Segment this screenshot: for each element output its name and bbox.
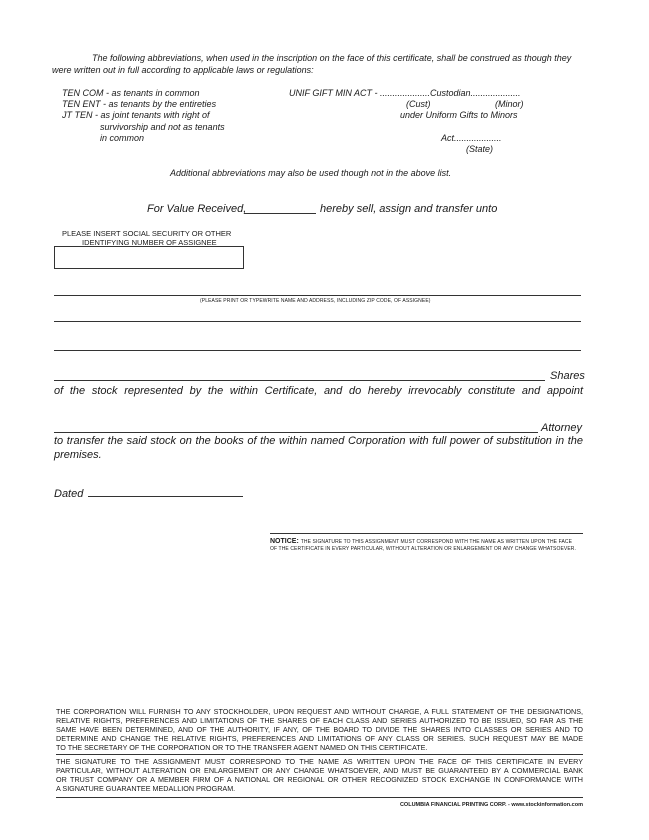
abbr-jt-ten-2: survivorship and not as tenants — [100, 122, 225, 132]
dated-blank-line[interactable] — [88, 496, 243, 497]
shares-label: Shares — [550, 370, 585, 382]
intro-line-2: were written out in full according to applicable laws or regulations: — [52, 65, 314, 75]
ssn-label-line-1: PLEASE INSERT SOCIAL SECURITY OR OTHER — [62, 229, 232, 238]
footer1-line-5: TO THE SECRETARY OF THE CORPORATION OR TO THE TRANSFER AGENT NAMED ON THIS CERTIFICATE. — [56, 743, 428, 752]
notice-text-1: THE SIGNATURE TO THIS ASSIGNMENT MUST CORRESPOND WITH THE NAME AS WRITTEN UPON THE FACE — [300, 539, 573, 545]
printer-credit: COLUMBIA FINANCIAL PRINTING CORP. - www.stockinformation.com — [399, 802, 583, 808]
abbr-state: (State) — [466, 144, 494, 154]
signature-line[interactable] — [270, 533, 583, 534]
notice-text-2: OF THE CERTIFICATE IN EVERY PARTICULAR, WITHOUT ALTERATION OR ENLARGEMENT OR ANY CHANGE WHATSOEVER. — [270, 546, 576, 552]
footer1-line-4: DETERMINE AND CHANGE THE RELATIVE RIGHTS, PREFERENCES AND LIMITATIONS OF ANY CLASS OR SERIES. SUCH REQUEST MAY BE MADE — [56, 734, 583, 743]
assignee-name-line[interactable] — [54, 295, 581, 296]
bottom-rule — [56, 797, 583, 798]
abbr-act: Act................... — [441, 133, 502, 143]
shares-text: of the stock represented by the within Certificate, and do hereby irrevocably constitute and appoint — [54, 385, 583, 397]
abbr-minor: (Minor) — [495, 99, 524, 109]
attorney-label: Attorney — [541, 422, 582, 434]
abbr-jt-ten-1: JT TEN - as joint tenants with right of — [62, 110, 210, 120]
notice-heading: NOTICE: — [270, 538, 299, 545]
ssn-label-line-2: IDENTIFYING NUMBER OF ASSIGNEE — [82, 238, 217, 247]
intro-line-1: The following abbreviations, when used in the inscription on the face of this certificate, shall be construed as though they — [92, 53, 572, 63]
print-name-note: (PLEASE PRINT OR TYPEWRITE NAME AND ADDRESS, INCLUDING ZIP CODE, OF ASSIGNEE) — [200, 298, 431, 304]
attorney-text-1: to transfer the said stock on the books of the within named Corporation with full power of substitution in the — [54, 435, 583, 447]
dated-label: Dated — [54, 488, 84, 500]
footer1-line-1: THE CORPORATION WILL FURNISH TO ANY STOCKHOLDER, UPON REQUEST AND WITHOUT CHARGE, A FULL STATEMENT OF THE DESIGNATIONS, — [56, 707, 583, 716]
footer1-line-2: RELATIVE RIGHTS, PREFERENCES AND LIMITATIONS OF THE SHARES OF EACH CLASS AND SERIES AUTHORIZED TO BE ISSUED, SO FAR AS THE — [56, 716, 583, 725]
footer2-line-2: PARTICULAR, WITHOUT ALTERATION OR ENLARGEMENT OR ANY CHANGE WHATSOEVER, AND MUST BE GUARANTEED BY A COMMERCIAL BANK — [56, 766, 583, 775]
assignee-address-line-2[interactable] — [54, 350, 581, 351]
value-received-suffix: hereby sell, assign and transfer unto — [320, 203, 498, 215]
abbr-ten-ent: TEN ENT - as tenants by the entireties — [62, 99, 217, 109]
attorney-text-2: premises. — [54, 449, 102, 461]
footer2-line-3: OR TRUST COMPANY OR A MEMBER FIRM OF A NATIONAL OR REGIONAL OR OTHER RECOGNIZED STOCK EXCHANGE IN CONFORMANCE WITH — [56, 775, 583, 784]
notice-line-1 — [270, 537, 572, 546]
footer2-line-4: A SIGNATURE GUARANTEE MEDALLION PROGRAM. — [56, 784, 236, 793]
value-received-label: For Value Received, — [147, 203, 247, 215]
additional-abbreviations-note: Additional abbreviations may also be used though not in the above list. — [170, 168, 452, 178]
abbr-unif-gift: UNIF GIFT MIN ACT - ....................Custodian.................... — [289, 88, 521, 98]
abbr-under-uniform: under Uniform Gifts to Minors — [400, 110, 518, 120]
attorney-blank-line[interactable] — [54, 432, 538, 433]
footer1-line-3: SAME HAVE BEEN DETERMINED, AND OF THE AUTHORITY, IF ANY, OF THE BOARD TO DIVIDE THE SHARES INTO CLASSES OR SERIES AND TO — [56, 725, 583, 734]
abbr-ten-com: TEN COM - as tenants in common — [62, 88, 200, 98]
footer-divider — [56, 754, 583, 755]
shares-blank-line[interactable] — [54, 380, 545, 381]
value-received-blank[interactable] — [244, 213, 316, 214]
abbr-cust: (Cust) — [406, 99, 431, 109]
footer2-line-1: THE SIGNATURE TO THE ASSIGNMENT MUST CORRESPOND TO THE NAME AS WRITTEN UPON THE FACE OF THIS CERTIFICATE IN EVERY — [56, 757, 583, 766]
abbr-jt-ten-3: in common — [100, 133, 145, 143]
ssn-input-box[interactable] — [54, 246, 244, 269]
assignee-address-line-1[interactable] — [54, 321, 581, 322]
